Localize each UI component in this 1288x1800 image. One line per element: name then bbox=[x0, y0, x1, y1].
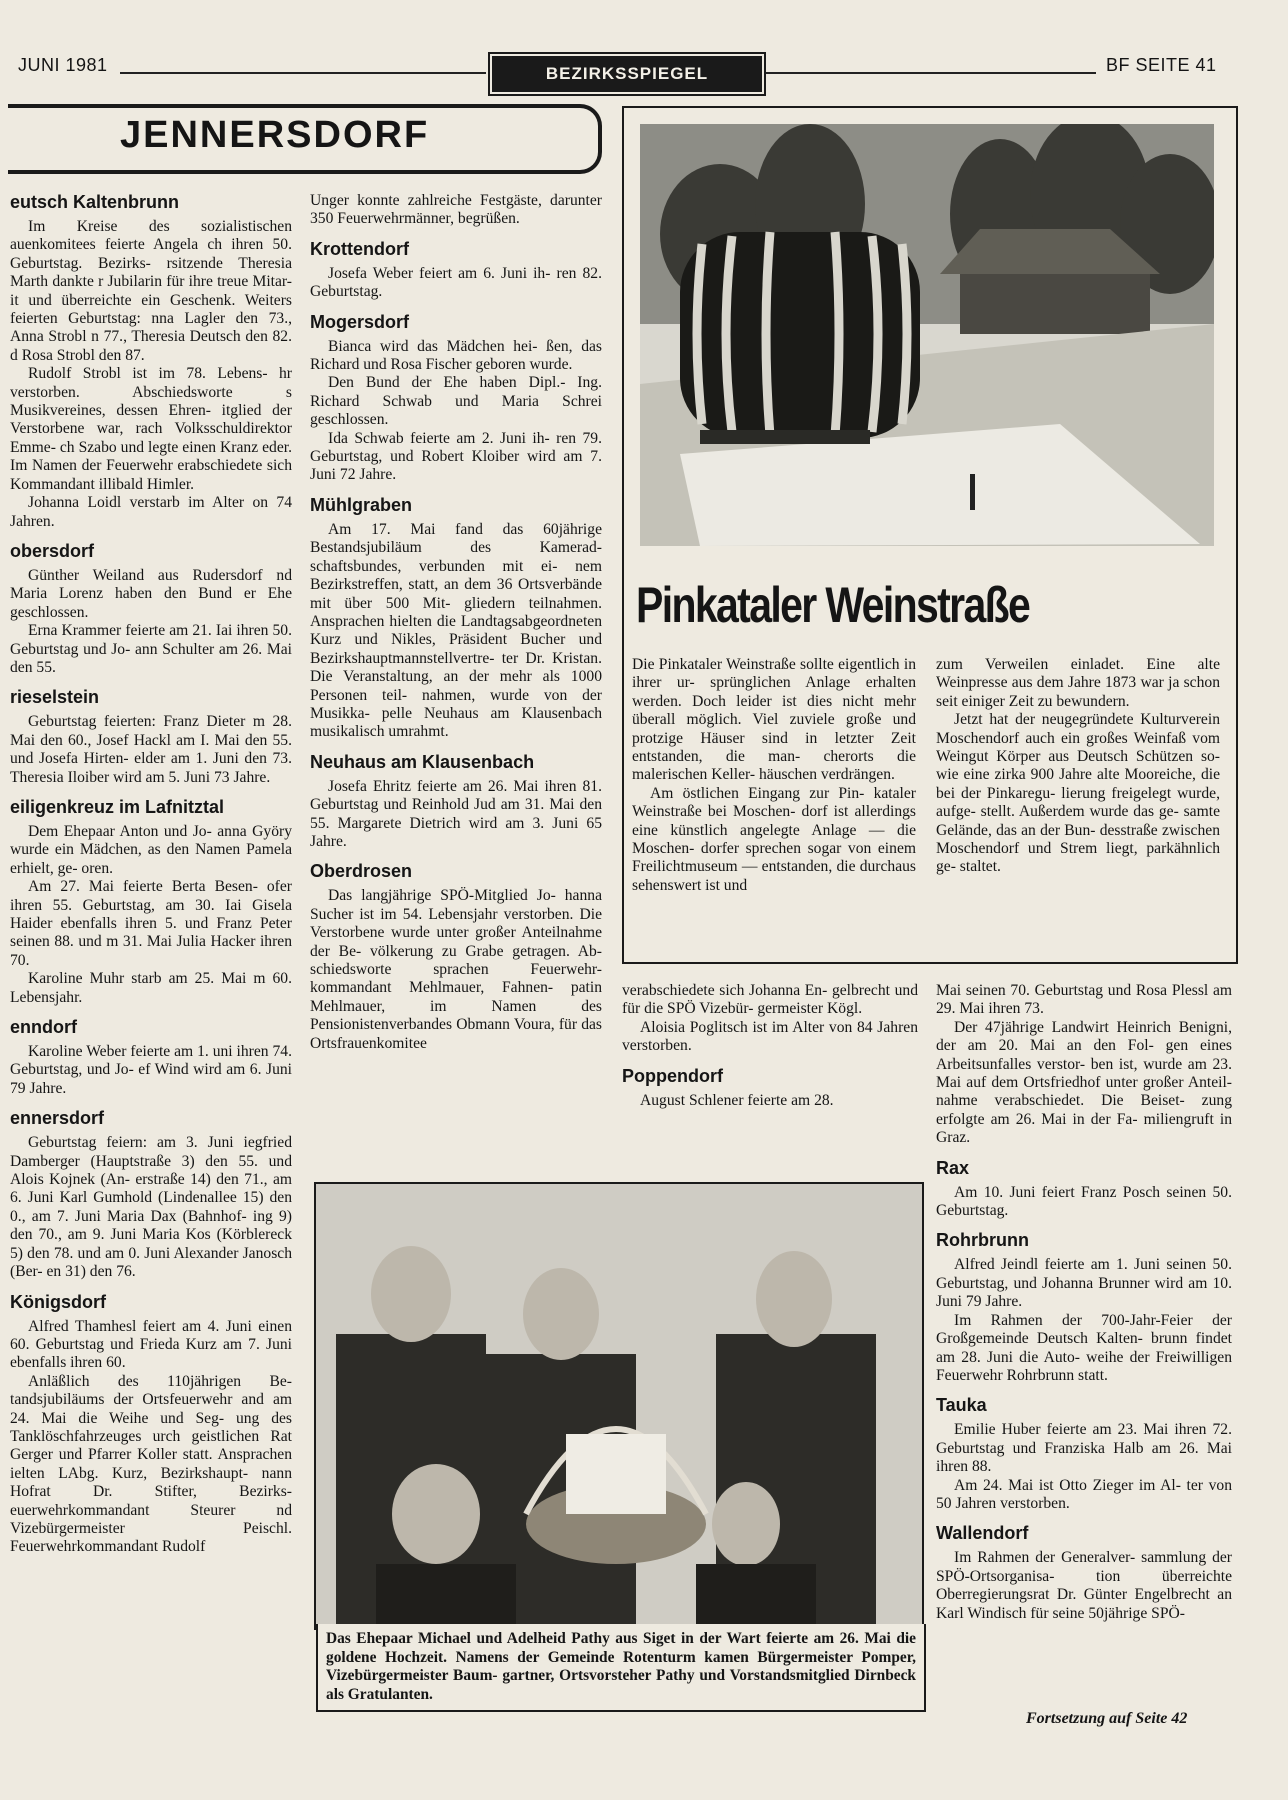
paragraph: Unger konnte zahlreiche Festgäste, darunter 350 Feuerwehrmänner, begrüßen. bbox=[310, 192, 602, 228]
feature-text-right bbox=[936, 656, 1220, 877]
paragraph: Alfred Thamhesl feiert am 4. Juni einen 60. Geburtstag und Frieda Kurz am 7. Juni ebenfalls ihren 60. bbox=[10, 1317, 292, 1372]
paragraph: Geburtstag feiern: am 3. Juni iegfried Damberger (Hauptstraße 3) den 55. und Alois Kojnek (An- erstraße 14) den 71., am 6. Juni Karl Gumhold (Lindenallee 15) den 0., am 7. Juni Maria Dax (Bahnhof- ing 9) den 70., am 9. Juni Maria Kos (Körblereck 5) den 78. und am 0. Juni Alexander Janosch (Ber- en 31) den 76. bbox=[10, 1134, 292, 1281]
paragraph: Den Bund der Ehe haben Dipl.- Ing. Richard Schwab und Maria Schrei geschlossen. bbox=[310, 374, 602, 429]
paragraph: Am 27. Mai feierte Berta Besen- ofer ihren 55. Geburtstag, am 30. Iai Gisela Haider ebenfalls ihren 5. und Franz Peter seinen 88. und m 31. Mai Julia Hacker ihren 70. bbox=[10, 878, 292, 969]
header-rule-right bbox=[766, 72, 1096, 74]
section-heading: Oberdrosen bbox=[310, 861, 413, 882]
column-4 bbox=[936, 982, 1232, 1623]
paragraph: Das langjährige SPÖ-Mitglied Jo- hanna Sucher ist im 54. Lebensjahr verstorben. Die Verstorbene wurde unter großer Anteilnahme der Be- völkerung zu Grabe getragen. Ab- schiedsworte sprachen Feuerwehr- kommandant Mehlmauer, Fahnen- patin Mehlmauer, im Namen des Pensionistenverbandes Obmann Voura, für das Ortsfrauenkomitee bbox=[310, 887, 602, 1052]
paragraph: Johanna Loidl verstarb im Alter on 74 Jahren. bbox=[10, 494, 292, 530]
section-badge: BEZIRKSSPIEGEL bbox=[492, 56, 762, 92]
section-heading: Rax bbox=[936, 1157, 970, 1178]
golden-wedding-photo bbox=[314, 1182, 924, 1630]
paragraph: Karoline Muhr starb am 25. Mai m 60. Lebensjahr. bbox=[10, 970, 292, 1006]
section-heading: obersdorf bbox=[10, 540, 95, 561]
section-heading: Wallendorf bbox=[936, 1523, 1029, 1544]
paragraph: Anläßlich des 110jährigen Be- tandsjubiläums der Ortsfeuerwehr and am 24. Mai die Weihe und Seg- ung des Tanklöschfahrzeuges urch geistlichen Rat Gerger und Pfarrer Koller statt. Ansprachen ielten LAbg. Kurz, Bezirkshaupt- nann Hofrat Dr. Stifter, Bezirks- euerwehrkommandant Steurer nd Vizebürgermeister Peischl. Feuerwehrkommandant Rudolf bbox=[10, 1372, 292, 1556]
issue-date: JUNI 1981 bbox=[18, 55, 108, 75]
paragraph: Erna Krammer feierte am 21. Iai ihren 50. Geburtstag und Jo- ann Schulter am 26. Mai den 55. bbox=[10, 622, 292, 676]
section-heading: Mogersdorf bbox=[310, 311, 409, 332]
column-2 bbox=[310, 192, 602, 1053]
section-heading: Tauka bbox=[936, 1395, 987, 1416]
feature-paragraph: Jetzt hat der neugegründete Kulturverein Moschendorf auch ein großes Weinfaß vom Weingut Körper aus Deutsch Schützen so- wie eine zirka 900 Jahre alte Mooreiche, die bei der Pinkaregu- lierung freigelegt wurde, aufge- stellt. Außerdem wurde das ge- samte Gelände, das an der Bun- desstraße zwischen Moschendorf und Strem liegt, parkähnlich ge- staltet. bbox=[936, 711, 1220, 876]
feature-headline: Pinkataler Weinstraße bbox=[636, 577, 1030, 633]
paragraph: Am 10. Juni feiert Franz Posch seinen 50. Geburtstag. bbox=[936, 1183, 1232, 1220]
region-title: JENNERSDORF bbox=[120, 114, 430, 156]
column-1 bbox=[10, 192, 292, 1557]
feature-paragraph: Am östlichen Eingang zur Pin- kataler Weinstraße bei Moschen- dorf ist allerdings eine künstlich angelegte Anlage — die Moschen- dorfer sprechen sogar von einem Freilichtmuseum — entstanden, die durchaus sehenswert ist und bbox=[632, 784, 916, 894]
paragraph: Am 17. Mai fand das 60jährige Bestandsjubiläum des Kamerad- schaftsbundes, verbunden mit ei- nem Bezirkstreffen, statt, an dem 36 Ortsverbände mit über 500 Mit- gliedern teilnahmen. Ansprachen hielten die Landtagsabgeordneten Kurz und Nikles, Präsident Bucher und Bezirkshauptmannstellvertre- ter Dr. Kristan. Die Veranstaltung, an der mehr als 1000 Personen teil- nahmen, wurde von der Musikka- pelle Neuhaus am Klausenbach musikalisch umrahmt. bbox=[310, 520, 602, 741]
paragraph: Rudolf Strobl ist im 78. Lebens- hr verstorben. Abschiedsworte s Musikvereines, dessen Ehren- itglied der Verstorbene war, rach Volksschuldirektor Emme- ch Szabo und legte einen Kranz eder. Im Namen der Feuerwehr erabschiedete sich Kommandant illibald Himler. bbox=[10, 365, 292, 493]
paragraph: Dem Ehepaar Anton und Jo- anna Györy wurde ein Mädchen, as den Namen Pamela erhielt, ge- oren. bbox=[10, 822, 292, 877]
wine-barrel-photo bbox=[640, 124, 1214, 546]
section-heading: Rohrbrunn bbox=[936, 1230, 1029, 1251]
section-heading: eiligenkreuz im Lafnitztal bbox=[10, 796, 225, 817]
continuation-note: Fortsetzung auf Seite 42 bbox=[1026, 1710, 1188, 1727]
paragraph: Ida Schwab feierte am 2. Juni ih- ren 79. Geburtstag, und Robert Kloiber wird am 7. Juni 72 Jahre. bbox=[310, 429, 602, 484]
paragraph: Aloisia Poglitsch ist im Alter von 84 Jahren verstorben. bbox=[622, 1018, 918, 1055]
paragraph: Mai seinen 70. Geburtstag und Rosa Plessl am 29. Mai ihren 73. bbox=[936, 982, 1232, 1018]
feature-paragraph: zum Verweilen einladet. Eine alte Weinpresse aus dem Jahre 1873 war ja schon seit einiger Zeit zu bewundern. bbox=[936, 656, 1220, 710]
section-heading: Poppendorf bbox=[622, 1065, 723, 1086]
section-heading: Mühlgraben bbox=[310, 494, 412, 515]
paragraph: Geburtstag feierten: Franz Dieter m 28. Mai den 60., Josef Hackl am I. Mai den 55. und Josefa Hirten- elder am 1. Juni den 73. Theresia Iloiber wird am 5. Juni 73 Jahre. bbox=[10, 713, 292, 786]
paragraph: Karoline Weber feierte am 1. uni ihren 74. Geburtstag, und Jo- ef Wind wird am 6. Juni 79 Jahre. bbox=[10, 1043, 292, 1097]
paragraph: Emilie Huber feierte am 23. Mai ihren 72. Geburtstag und Franziska Halb am 26. Mai ihren 88. bbox=[936, 1421, 1232, 1476]
paragraph: Josefa Ehritz feierte am 26. Mai ihren 81. Geburtstag und Reinhold Jud am 31. Mai den 55. Margarete Dietrich wird am 3. Juni 65 Jahre. bbox=[310, 777, 602, 850]
photo-caption: Das Ehepaar Michael und Adelheid Pathy aus Siget in der Wart feierte am 26. Mai die goldene Hochzeit. Namens der Gemeinde Rotenturm kamen Bürgermeister Pomper, Vizebürgermeister Baum- gartner, Ortsvorsteher Pathy und Vorstandsmitglied Dirnbeck als Gratulanten. bbox=[316, 1624, 926, 1712]
paragraph: Der 47jährige Landwirt Heinrich Benigni, der am 20. Mai an den Fol- gen eines Arbeitsunfalles verstor- ben ist, wurde am 23. Mai auf dem Ortsfriedhof unter großer Anteil- nahme verabschiedet. Die Beiset- zung erfolgte am 26. Mai in der Fa- miliengruft in Graz. bbox=[936, 1018, 1232, 1147]
section-heading: Krottendorf bbox=[310, 238, 409, 259]
section-heading: enndorf bbox=[10, 1017, 77, 1038]
page-number: BF SEITE 41 bbox=[1106, 55, 1217, 75]
section-heading: Neuhaus am Klausenbach bbox=[310, 751, 535, 772]
header-rule-left bbox=[120, 72, 486, 74]
section-heading: rieselstein bbox=[10, 687, 100, 708]
paragraph: Josefa Weber feiert am 6. Juni ih- ren 82. Geburtstag. bbox=[310, 264, 602, 301]
column-3 bbox=[622, 982, 918, 1110]
feature-paragraph: Die Pinkataler Weinstraße sollte eigentlich in ihrer ur- sprünglichen Anlage erhalten werden. Doch leider ist dies nicht mehr überall möglich. Viel zuviele große und protzige Häuser sind in letzter Zeit entstanden, die man- cherorts die malerischen Keller- häuschen verdrängen. bbox=[632, 656, 916, 784]
section-heading: Königsdorf bbox=[10, 1291, 106, 1312]
paragraph: Alfred Jeindl feierte am 1. Juni seinen 50. Geburtstag, und Johanna Brunner wird am 10. Juni 79 Jahre. bbox=[936, 1256, 1232, 1311]
paragraph: Am 24. Mai ist Otto Zieger im Al- ter von 50 Jahren verstorben. bbox=[936, 1476, 1232, 1512]
paragraph: Bianca wird das Mädchen hei- ßen, das Richard und Rosa Fischer geboren wurde. bbox=[310, 337, 602, 374]
barrel-icon bbox=[680, 232, 920, 444]
paragraph: Im Kreise des sozialistischen auenkomitees feierte Angela ch ihren 50. Geburtstag. Bezirks- rsitzende Theresia Marth dankte r Jubilarin für ihre treue Mitar- it und überreichte ein Geschenk. Weiters feierten Geburtstag: nna Lagler den 73., Anna Strobl n 77., Theresia Deutsch den 82. d Rosa Strobl den 87. bbox=[10, 218, 292, 364]
paragraph: Im Rahmen der Generalver- sammlung der SPÖ-Ortsorganisa- tion überreichte Oberregierungsrat Dr. Günter Engelbrecht an Karl Windisch für seine 50jährige SPÖ- bbox=[936, 1549, 1232, 1622]
feature-text-left bbox=[632, 656, 916, 895]
paragraph: August Schlener feierte am 28. bbox=[640, 1091, 834, 1109]
paragraph: Im Rahmen der 700-Jahr-Feier der Großgemeinde Deutsch Kalten- brunn findet am 28. Juni die Auto- weihe der Freiwilligen Feuerwehr Rohrbrunn statt. bbox=[936, 1311, 1232, 1384]
paragraph: Günther Weiland aus Rudersdorf nd Maria Lorenz haben den Bund er Ehe geschlossen. bbox=[10, 566, 292, 621]
section-heading: ennersdorf bbox=[10, 1108, 105, 1129]
section-heading: eutsch Kaltenbrunn bbox=[10, 192, 180, 212]
paragraph: verabschiedete sich Johanna En- gelbrecht und für die SPÖ Vizebür- germeister Kögl. bbox=[622, 982, 918, 1018]
